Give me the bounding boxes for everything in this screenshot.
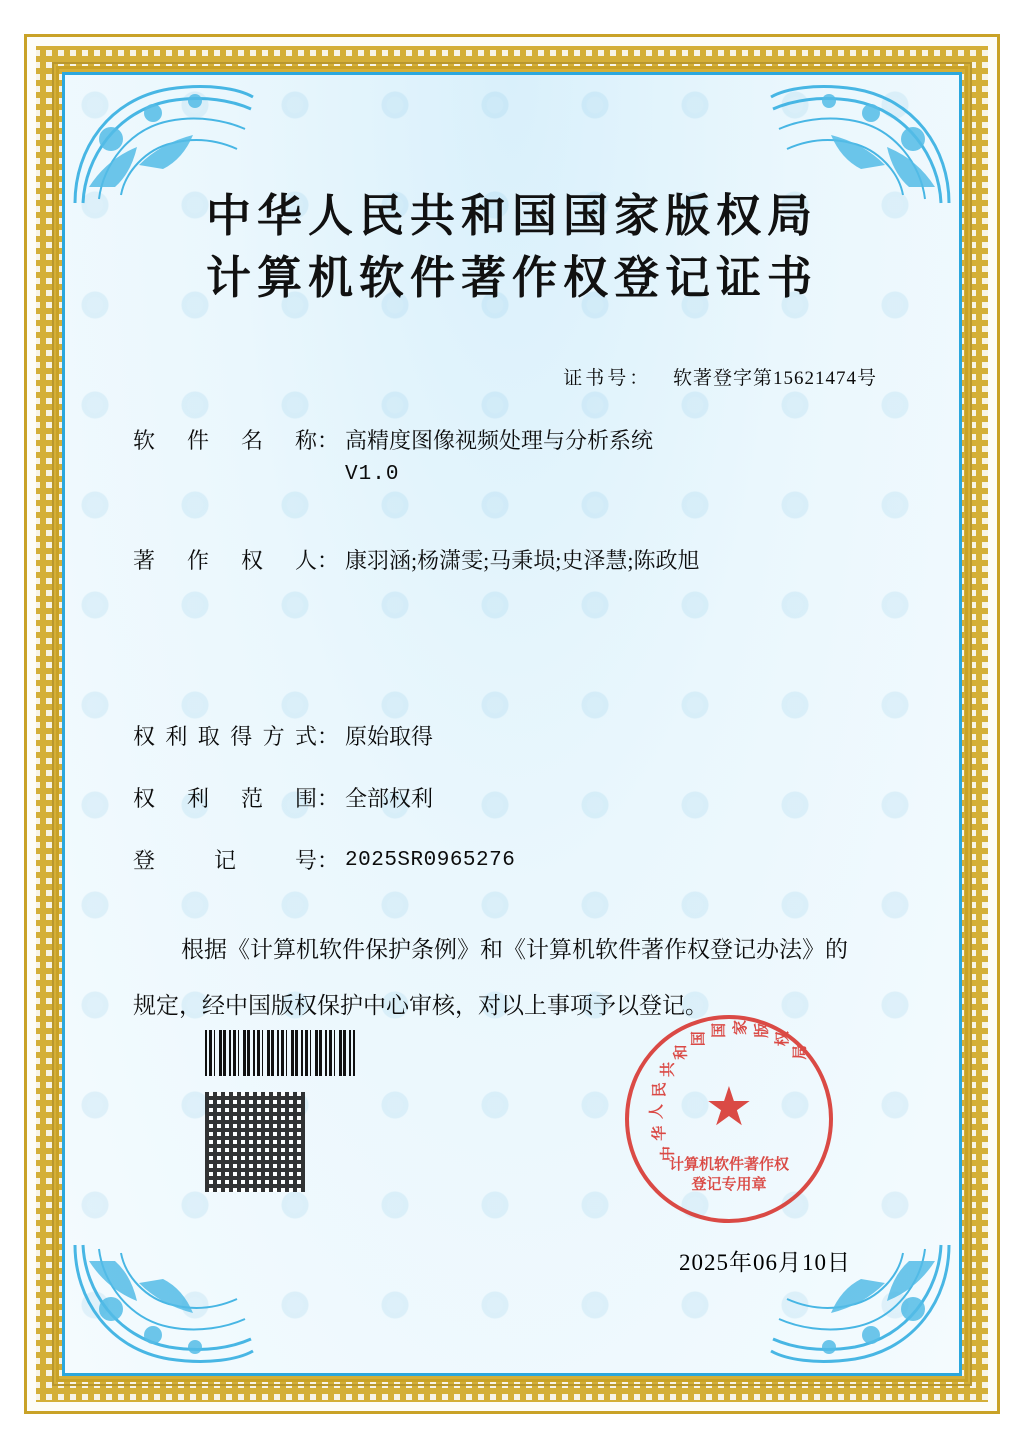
- certificate-type: 计算机软件著作权登记证书: [205, 253, 818, 303]
- seal-bottom-line-1: 计算机软件著作权: [668, 1157, 789, 1173]
- field-label: 权利取得方式: [133, 724, 317, 749]
- registration-number-value: 2025SR0965276: [345, 849, 516, 872]
- copyright-owner-value: 康羽涵;杨潇雯;马秉埙;史泽慧;陈政旭: [345, 548, 700, 573]
- field-colon: ：: [317, 848, 340, 873]
- field-value: [339, 424, 897, 492]
- seal-bottom-line-2: 登记专用章: [691, 1177, 767, 1193]
- official-seal: [625, 1015, 833, 1223]
- star-icon: ★: [704, 1077, 754, 1137]
- field-colon: ：: [317, 724, 340, 749]
- field-label: 权利范围: [133, 786, 317, 811]
- certificate-number-label: 证书号：: [563, 368, 652, 389]
- field-label: 登记号: [133, 848, 317, 873]
- certificate-number: [127, 363, 897, 390]
- field-colon: ：: [317, 786, 340, 811]
- field-label: 著作权人: [133, 548, 317, 573]
- software-version-value: V1.0: [345, 463, 400, 486]
- seal-ring-text: 中 华 人 民 共 和 国 国 家 版 权 局: [649, 1019, 809, 1161]
- spacer: [127, 578, 897, 686]
- legal-statement-line-1: [133, 922, 883, 978]
- seal-bottom-text: [629, 1155, 829, 1195]
- field-label: 软件名称: [133, 428, 317, 453]
- field-colon: ：: [317, 428, 340, 453]
- barcode-icon: [205, 1030, 355, 1076]
- certificate-title: [127, 185, 897, 309]
- qr-code-icon: [205, 1092, 305, 1192]
- field-copyright-owner: [127, 544, 897, 578]
- rights-scope-value: 全部权利: [345, 786, 434, 811]
- legal-statement-line-2: 规定，经中国版权保护中心审核，对以上事项予以登记。: [133, 993, 708, 1018]
- blue-certificate-panel: [62, 72, 962, 1376]
- field-rights-scope: [127, 782, 897, 816]
- authority-name: 中华人民共和国国家版权局: [205, 191, 818, 241]
- field-registration-number: [127, 844, 897, 878]
- issue-date: 2025年06月10日: [679, 1250, 851, 1275]
- field-software-name: [127, 424, 897, 492]
- legal-statement-text-1: 根据《计算机软件保护条例》和《计算机软件著作权登记办法》的: [181, 937, 848, 962]
- software-name-value: 高精度图像视频处理与分析系统: [345, 428, 654, 453]
- acquisition-method-value: 原始取得: [345, 724, 434, 749]
- field-colon: ：: [317, 548, 340, 573]
- legal-statement: [127, 922, 897, 1034]
- certificate-number-value: 软著登字第15621474号: [672, 368, 877, 389]
- field-acquisition-method: [127, 720, 897, 754]
- barcode-area: [205, 1030, 355, 1192]
